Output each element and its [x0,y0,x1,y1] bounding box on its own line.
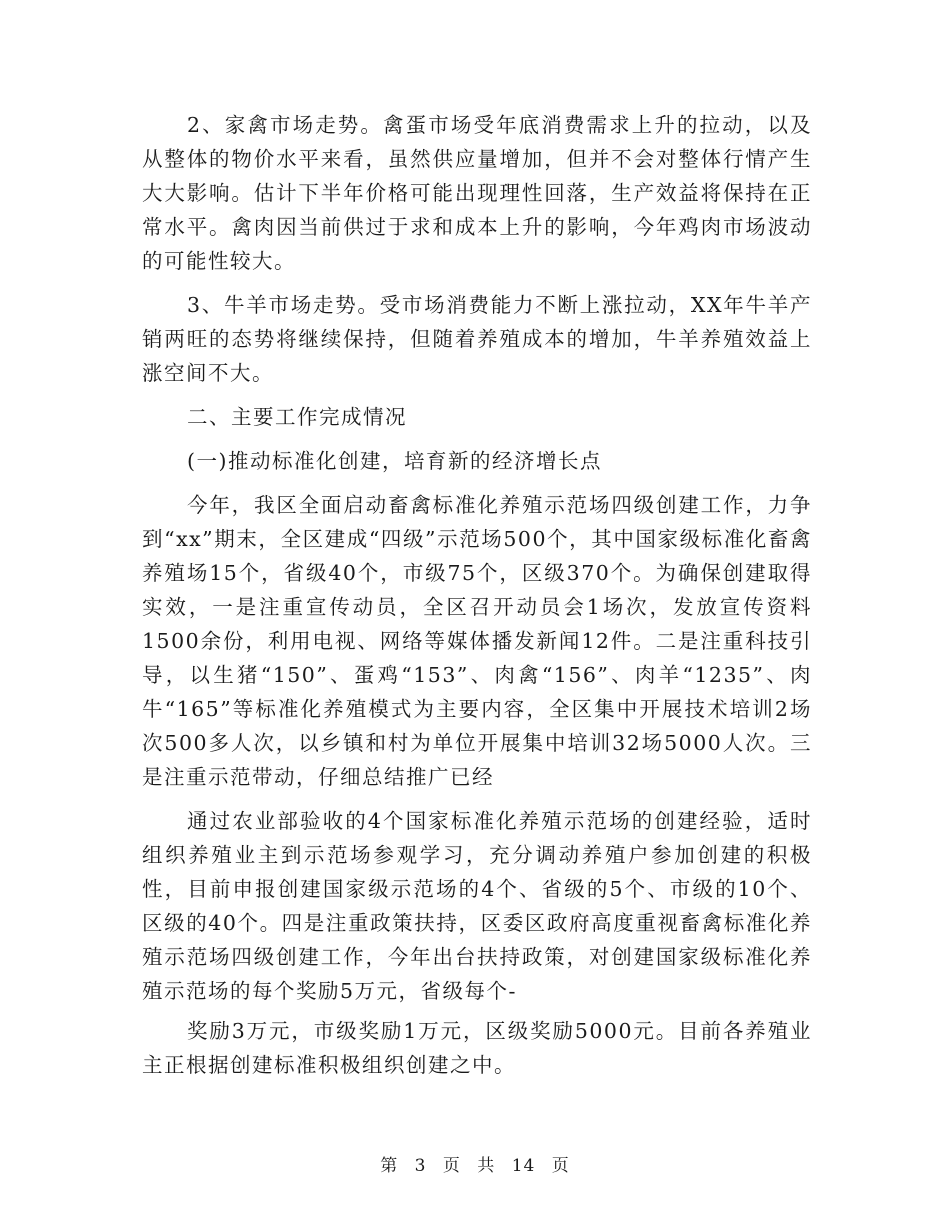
paragraph-standardization-work: 今年，我区全面启动畜禽标准化养殖示范场四级创建工作，力争到“xx”期末，全区建成“四级”示范场500个，其中国家级标准化畜禽养殖场15个，省级40个，市级75个，区级370个。为确保创建取得实效，一是注重宣传动员，全区召开动员会1场次，发放宣传资料1500余份，利用电视、网络等媒体播发新闻12件。二是注重科技引导，以生猪“150”、蛋鸡“153”、肉禽“156”、肉羊“1235”、肉牛“165”等标准化养殖模式为主要内容，全区集中开展技术培训2场次500多人次，以乡镇和村为单位开展集中培训32场5000人次。三是注重示范带动，仔细总结推广已经 [142,493,812,789]
footer-current-page: 3 [414,1156,427,1176]
paragraph-cattle-sheep-market: 3、牛羊市场走势。受市场消费能力不断上涨拉动，XX年牛羊产销两旺的态势将继续保持，但随着养殖成本的增加，牛羊养殖效益上涨空间不大。 [142,293,812,385]
footer-label-page: 第 [380,1156,399,1176]
subsection-heading-standardization: (一)推动标准化创建，培育新的经济增长点 [187,449,602,473]
footer-total-pages: 14 [511,1156,536,1176]
paragraph-poultry-market: 2、家禽市场走势。禽蛋市场受年底消费需求上升的拉动，以及从整体的物价水平来看，虽然供应量增加，但并不会对整体行情产生大大影响。估计下半年价格可能出现理性回落，生产效益将保持在正常水平。禽肉因当前供过于求和成本上升的影响，今年鸡肉市场波动的可能性较大。 [142,113,812,273]
footer-label-total: 共 [477,1156,496,1176]
section-heading-main-work: 二、主要工作完成情况 [187,405,407,429]
footer-label-page-unit: 页 [442,1156,461,1176]
document-body [142,108,812,1082]
page-footer [0,1151,950,1176]
paragraph-demonstration-farms: 通过农业部验收的4个国家标准化养殖示范场的创建经验，适时组织养殖业主到示范场参观学习，充分调动养殖户参加创建的积极性，目前申报创建国家级示范场的4个、省级的5个、市级的10个、区级的40个。四是注重政策扶持，区委区政府高度重视畜禽标准化养殖示范场四级创建工作，今年出台扶持政策，对创建国家级标准化养殖示范场的每个奖励5万元，省级每个- [142,809,812,1003]
footer-label-total-unit: 页 [551,1156,570,1176]
paragraph-rewards: 奖励3万元，市级奖励1万元，区级奖励5000元。目前各养殖业主正根据创建标准积极组织创建之中。 [142,1019,812,1077]
